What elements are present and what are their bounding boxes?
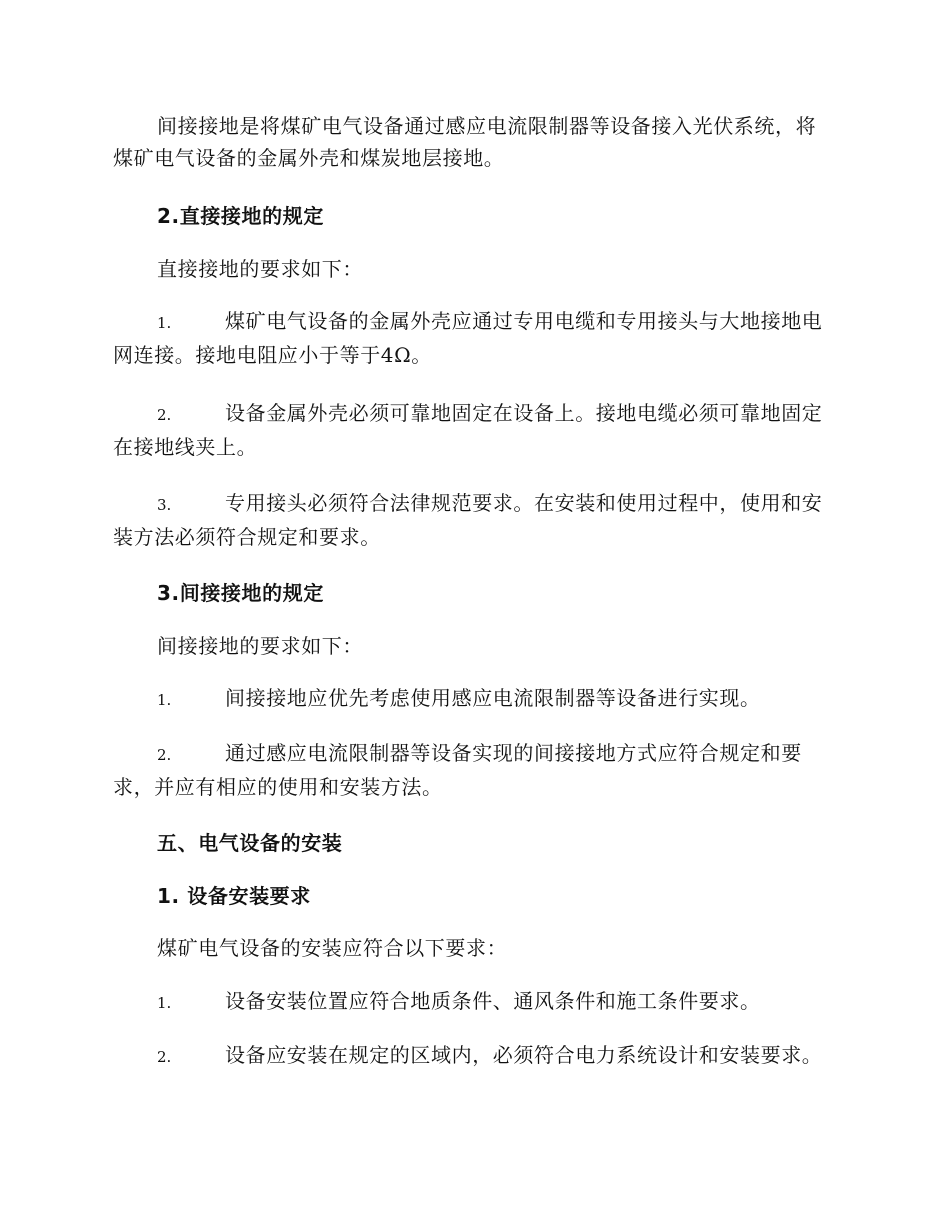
list-item — [113, 1039, 835, 1073]
list-item-number: 1. — [157, 314, 172, 332]
list-item-text: 设备应安装在规定的区域内，必须符合电力系统设计和安装要求。 — [225, 1043, 823, 1067]
paragraph-installation-intro: 煤矿电气设备的安装应符合以下要求： — [157, 936, 508, 960]
list-item — [113, 397, 835, 463]
list-item-number: 2. — [157, 406, 172, 424]
list-item — [113, 682, 835, 716]
list-item — [113, 487, 835, 553]
heading-equipment-installation: 五、电气设备的安装 — [157, 831, 343, 855]
list-item-text: 设备安装位置应符合地质条件、通风条件和施工条件要求。 — [225, 989, 761, 1013]
paragraph-indirect-grounding-definition: 间接接地是将煤矿电气设备通过感应电流限制器等设备接入光伏系统，将煤矿电气设备的金属外壳和煤炭地层接地。 — [113, 114, 817, 170]
list-item-number: 1. — [157, 994, 172, 1012]
list-item-text: 通过感应电流限制器等设备实现的间接接地方式应符合规定和要求，并应有相应的使用和安装方法。 — [113, 741, 802, 799]
heading-indirect-grounding-rules: 3.间接接地的规定 — [157, 581, 324, 605]
list-item-text: 间接接地应优先考虑使用感应电流限制器等设备进行实现。 — [225, 686, 761, 710]
list-item-text: 设备金属外壳必须可靠地固定在设备上。接地电缆必须可靠地固定在接地线夹上。 — [113, 401, 823, 459]
list-item-number: 1. — [157, 691, 172, 709]
paragraph-direct-grounding-intro: 直接接地的要求如下： — [157, 257, 363, 281]
list-item — [113, 305, 835, 371]
heading-direct-grounding-rules: 2.直接接地的规定 — [157, 204, 324, 228]
list-item — [113, 985, 835, 1019]
list-item-number: 2. — [157, 746, 172, 764]
list-item-text: 煤矿电气设备的金属外壳应通过专用电缆和专用接头与大地接地电网连接。接地电阻应小于等于4Ω。 — [113, 309, 823, 367]
paragraph-indirect-grounding-intro: 间接接地的要求如下： — [157, 634, 363, 658]
list-item-text: 专用接头必须符合法律规范要求。在安装和使用过程中，使用和安装方法必须符合规定和要求。 — [113, 491, 823, 549]
list-item-number: 2. — [157, 1048, 172, 1066]
heading-installation-requirements: 1. 设备安装要求 — [157, 884, 311, 908]
list-item-number: 3. — [157, 496, 172, 514]
list-item — [113, 737, 835, 803]
